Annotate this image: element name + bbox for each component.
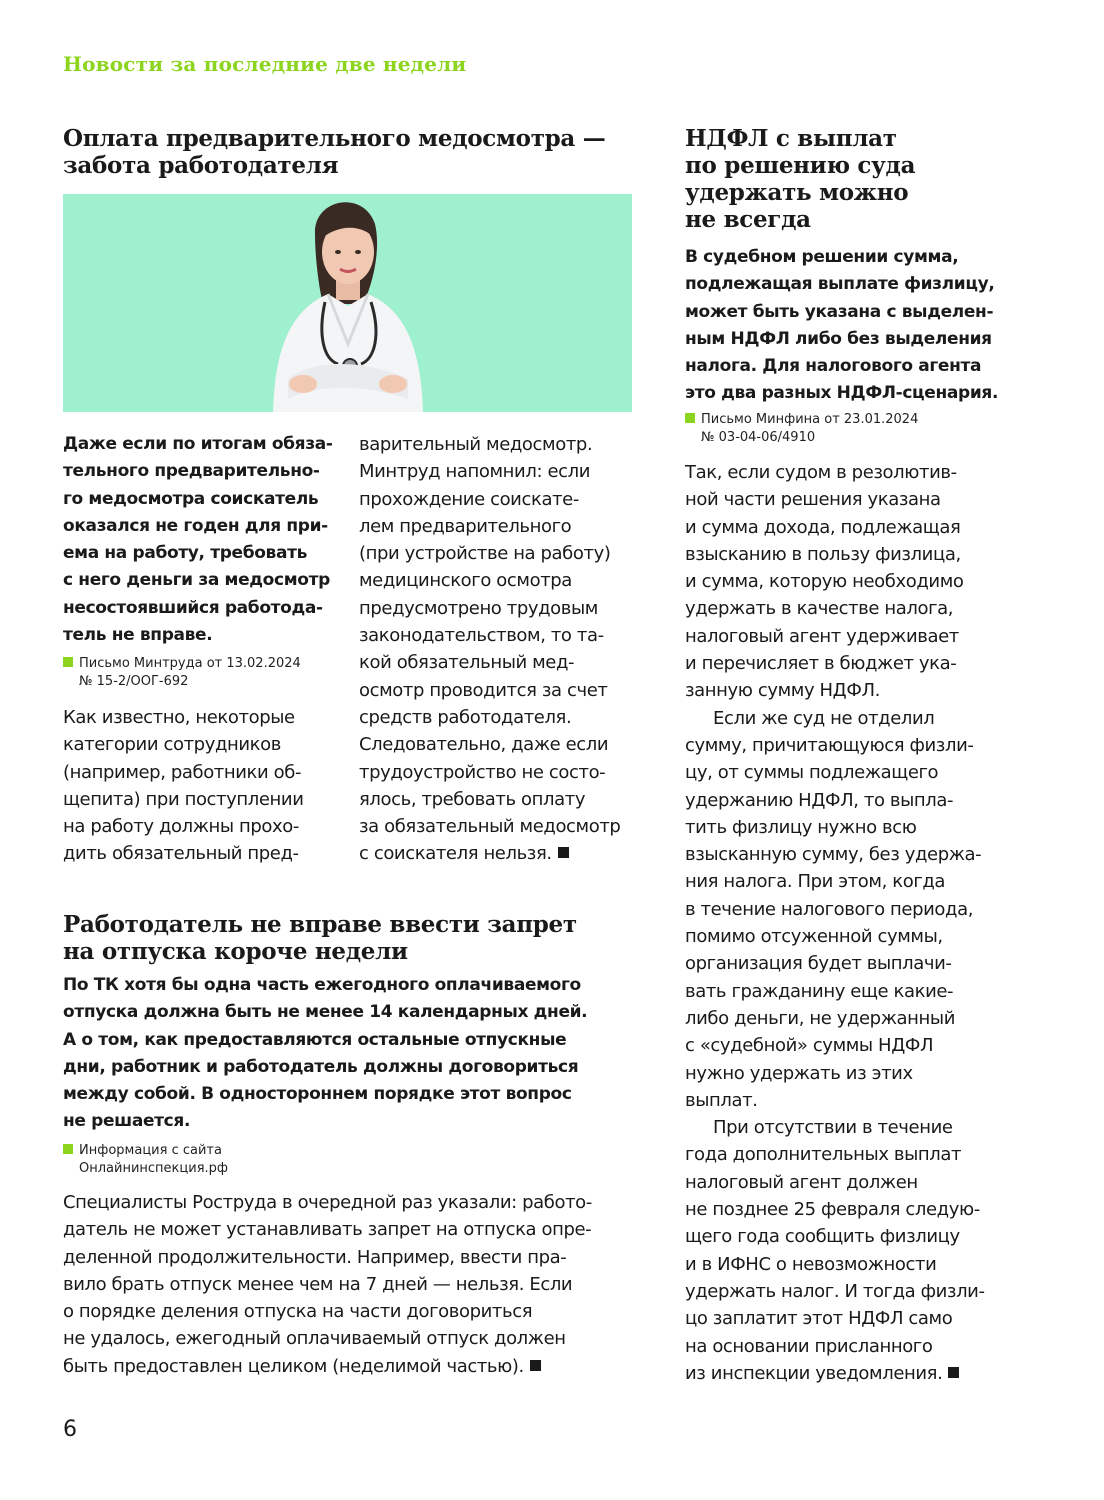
article2-title-line: на отпуска короче недели xyxy=(63,938,408,965)
source-line: Онлайнинспекция.рф xyxy=(79,1161,229,1176)
article2-title xyxy=(63,911,577,965)
body-line: сумму, причитающуюся физли- xyxy=(685,734,974,756)
article1-lead xyxy=(63,431,333,649)
body-line: удержать налог. И тогда физли- xyxy=(685,1280,985,1302)
lead-line: может быть указана с выделен- xyxy=(685,301,994,322)
body-line: законодательством, то та- xyxy=(359,625,604,647)
article3-title xyxy=(685,125,915,233)
body-line: кой обязательный мед- xyxy=(359,652,575,674)
body-line: Так, если судом в резолютив- xyxy=(685,462,957,483)
article2-source xyxy=(63,1142,228,1178)
body-line: Минтруд напомнил: если xyxy=(359,461,591,483)
article3-body xyxy=(685,459,985,1387)
end-of-article-icon xyxy=(948,1367,959,1378)
lead-line: это два разных НДФЛ-сценария. xyxy=(685,383,999,404)
body-line: ния налога. При этом, когда xyxy=(685,871,946,893)
article1-body-col2 xyxy=(359,431,620,868)
body-line: нужно удержать из этих xyxy=(685,1062,913,1084)
body-line: щего года сообщить физлицу xyxy=(685,1226,960,1248)
body-line: средств работодателя. xyxy=(359,706,572,728)
body-line: и в ИФНС о невозможности xyxy=(685,1253,937,1275)
body-line: Если же суд не отделил xyxy=(713,707,935,729)
lead-line: го медосмотра соискатель xyxy=(63,488,319,509)
lead-line: между собой. В одностороннем порядке этот вопрос xyxy=(63,1084,572,1105)
body-line: ной части решения указана xyxy=(685,489,941,511)
body-line: тить физлицу нужно всю xyxy=(685,816,917,838)
body-line: вило брать отпуск менее чем на 7 дней — нельзя. Если xyxy=(63,1273,573,1295)
body-line: щепита) при поступлении xyxy=(63,788,304,810)
article1-body-col1 xyxy=(63,704,304,868)
article3-title-line: НДФЛ с выплат xyxy=(685,125,897,152)
source-marker-icon xyxy=(63,657,73,667)
body-line: Специалисты Роструда в очередной раз указали: работо- xyxy=(63,1192,592,1213)
body-line: предусмотрено трудовым xyxy=(359,597,598,619)
article3-lead xyxy=(685,244,998,408)
source-line: Информация с сайта xyxy=(79,1143,222,1158)
doctor-illustration xyxy=(63,194,632,412)
body-line: налоговый агент удерживает xyxy=(685,625,959,647)
lead-line: ема на работу, требовать xyxy=(63,543,307,564)
body-line: датель не может устанавливать запрет на отпуска опре- xyxy=(63,1219,592,1241)
body-line: трудоустройство не состо- xyxy=(359,761,606,783)
article2-body xyxy=(63,1189,592,1380)
body-line: и сумма, которую необходимо xyxy=(685,571,964,593)
body-line: о порядке деления отпуска на части договориться xyxy=(63,1301,533,1323)
body-line: в течение налогового периода, xyxy=(685,898,974,920)
body-line: осмотр проводится за счет xyxy=(359,679,608,701)
lead-line: не решается. xyxy=(63,1111,191,1132)
lead-line: оказался не годен для при- xyxy=(63,515,328,536)
body-line: не удалось, ежегодный оплачиваемый отпуск должен xyxy=(63,1328,566,1350)
body-line: и перечисляет в бюджет ука- xyxy=(685,653,957,675)
body-line: медицинского осмотра xyxy=(359,570,572,592)
lead-line: отпуска должна быть не менее 14 календарных дней. xyxy=(63,1002,588,1023)
lead-line: несостоявшийся работода- xyxy=(63,597,323,618)
body-line: года дополнительных выплат xyxy=(685,1144,962,1166)
lead-line: тель не вправе. xyxy=(63,625,213,646)
body-line: взысканию в пользу физлица, xyxy=(685,543,961,565)
article1-title-line: забота работодателя xyxy=(63,152,339,179)
body-line: удержать в качестве налога, xyxy=(685,598,954,620)
body-line: на основании присланного xyxy=(685,1335,933,1357)
lead-line: В судебном решении сумма, xyxy=(685,247,959,267)
lead-line: тельного предварительно- xyxy=(63,461,320,482)
body-line: с соискателя нельзя. xyxy=(359,843,552,865)
body-line: организация будет выплачи- xyxy=(685,953,952,975)
body-line: на работу должны прохо- xyxy=(63,816,299,838)
body-line: взысканную сумму, без удержа- xyxy=(685,844,982,866)
article2-lead xyxy=(63,972,587,1136)
body-line: за обязательный медосмотр xyxy=(359,816,621,838)
lead-line: А о том, как предоставляются остальные отпускные xyxy=(63,1029,567,1050)
article1-source xyxy=(63,655,301,691)
article3-title-line: удержать можно xyxy=(685,179,909,206)
body-line: дить обязательный пред- xyxy=(63,843,299,865)
body-line: вать гражданину еще какие- xyxy=(685,980,954,1002)
body-line: Как известно, некоторые xyxy=(63,707,295,728)
source-line: Письмо Минфина от 23.01.2024 xyxy=(701,412,919,427)
body-line: либо деньги, не удержанный xyxy=(685,1007,955,1029)
body-line: цо заплатит этот НДФЛ само xyxy=(685,1308,953,1330)
lead-line: ным НДФЛ либо без выделения xyxy=(685,328,992,349)
body-line: ялось, требовать оплату xyxy=(359,788,586,810)
body-line: не позднее 25 февраля следую- xyxy=(685,1199,980,1221)
body-line: с «судебной» суммы НДФЛ xyxy=(685,1035,934,1057)
doctor-photo xyxy=(63,194,632,412)
source-marker-icon xyxy=(685,413,695,423)
body-line: и сумма дохода, подлежащая xyxy=(685,516,961,538)
lead-line: дни, работник и работодатель должны договориться xyxy=(63,1056,579,1077)
body-line: Следовательно, даже если xyxy=(359,734,609,756)
section-label: Новости за последние две недели xyxy=(63,52,467,76)
source-marker-icon xyxy=(63,1144,73,1154)
body-line: варительный медосмотр. xyxy=(359,434,593,455)
article1-title-line: Оплата предварительного медосмотра — xyxy=(63,125,606,152)
lead-line: налога. Для налогового агента xyxy=(685,356,982,377)
body-line: прохождение соискате- xyxy=(359,488,579,510)
body-line: (например, работники об- xyxy=(63,761,302,783)
body-line: занную сумму НДФЛ. xyxy=(685,680,880,702)
body-line: категории сотрудников xyxy=(63,734,281,756)
body-line: удержанию НДФЛ, то выпла- xyxy=(685,789,954,811)
page-number: 6 xyxy=(63,1417,77,1442)
body-line: выплат. xyxy=(685,1089,758,1111)
lead-line: с него деньги за медосмотр xyxy=(63,570,330,591)
lead-line: По ТК хотя бы одна часть ежегодного оплачиваемого xyxy=(63,975,581,995)
end-of-article-icon xyxy=(558,847,569,858)
body-line: (при устройстве на работу) xyxy=(359,543,611,565)
article2-title-line: Работодатель не вправе ввести запрет xyxy=(63,911,577,938)
source-line: Письмо Минтруда от 13.02.2024 xyxy=(79,656,301,671)
article1-title xyxy=(63,125,605,179)
body-line: деленной продолжительности. Например, ввести пра- xyxy=(63,1246,567,1268)
lead-line: Даже если по итогам обяза- xyxy=(63,434,333,454)
end-of-article-icon xyxy=(530,1360,541,1371)
body-line: При отсутствии в течение xyxy=(713,1117,953,1139)
body-line: помимо отсуженной суммы, xyxy=(685,926,943,948)
source-line: № 03-04-06/4910 xyxy=(701,430,816,445)
article3-source xyxy=(685,411,918,447)
body-line: лем предварительного xyxy=(359,515,572,537)
lead-line: подлежащая выплате физлицу, xyxy=(685,274,995,295)
body-line: из инспекции уведомления. xyxy=(685,1362,943,1384)
article3-title-line: не всегда xyxy=(685,206,811,233)
source-line: № 15-2/ООГ-692 xyxy=(79,674,189,689)
body-line: цу, от суммы подлежащего xyxy=(685,762,939,784)
body-line: налоговый агент должен xyxy=(685,1171,918,1193)
article3-title-line: по решению суда xyxy=(685,152,916,179)
body-line: быть предоставлен целиком (неделимой частью). xyxy=(63,1355,524,1377)
